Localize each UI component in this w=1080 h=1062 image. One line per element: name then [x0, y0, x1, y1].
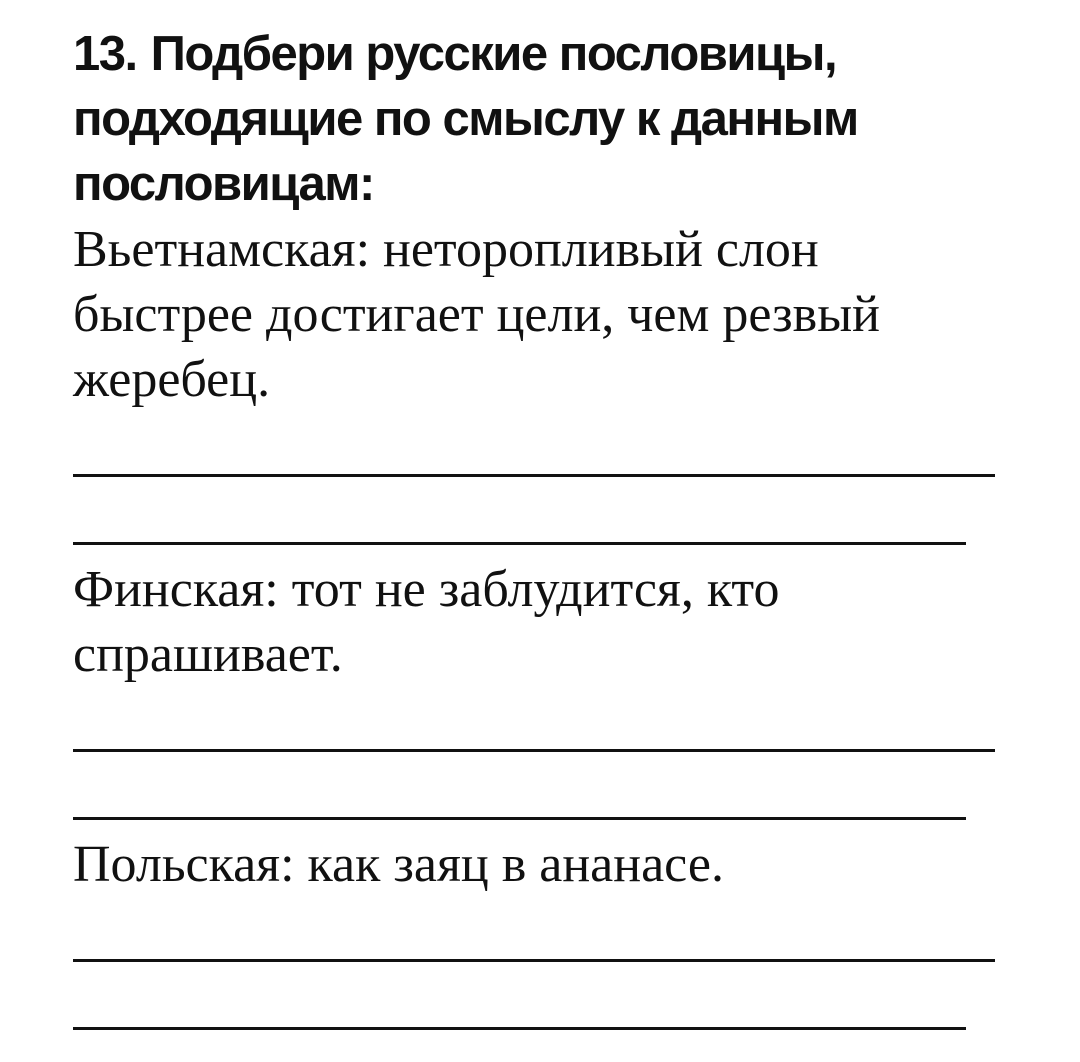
task-number: 13.	[73, 27, 137, 81]
answer-line-1[interactable]	[73, 474, 995, 477]
answer-line-4[interactable]	[73, 817, 966, 820]
answer-line-3[interactable]	[73, 749, 995, 752]
worksheet	[73, 22, 1003, 1030]
task-heading	[73, 22, 1003, 217]
task-title: Подбери русские пословицы, подходящие по смыслу к данным пословицам:	[73, 27, 858, 211]
answer-line-6[interactable]	[73, 1027, 966, 1030]
proverb-polish: Польская: как заяц в ананасе.	[73, 836, 724, 893]
proverb-finnish: Финская: тот не заблудится, кто спрашивает.	[73, 561, 780, 683]
answer-line-5[interactable]	[73, 959, 995, 962]
proverb-vietnamese: Вьетнамская: неторопливый слон быстрее достигает цели, чем резвый жеребец.	[73, 221, 880, 408]
answer-line-2[interactable]	[73, 542, 966, 545]
